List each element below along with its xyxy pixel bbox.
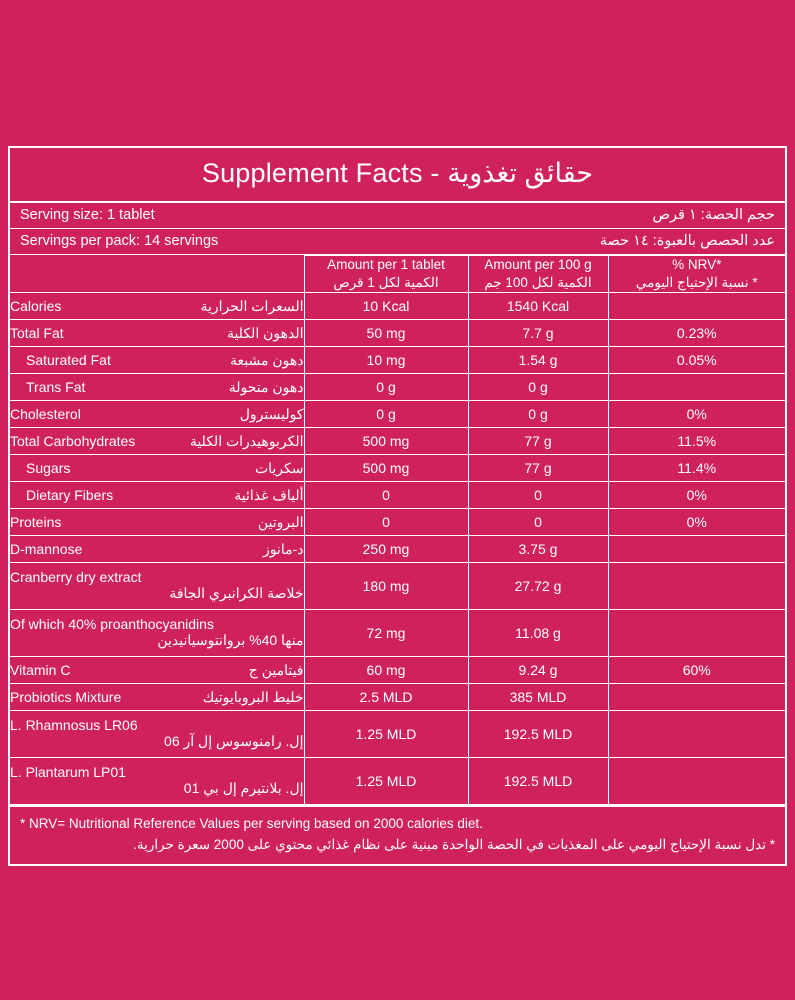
servings-per-pack-row: [10, 229, 785, 255]
amount-per-100g-cell: 1540 Kcal: [468, 293, 608, 320]
table-row: [10, 563, 785, 610]
amount-per-100g-cell: 7.7 g: [468, 320, 608, 347]
amount-per-tablet-cell: 0: [304, 509, 468, 536]
nutrient-name-ar: السعرات الحرارية: [200, 297, 304, 314]
nutrient-name-ar: خليط البروبايوتيك: [202, 688, 304, 705]
nrv-cell: 60%: [608, 657, 785, 684]
serving-size-row: [10, 203, 785, 229]
nrv-cell: [608, 563, 785, 610]
table-header-row: [10, 256, 785, 293]
nutrient-name-cell: [10, 610, 304, 657]
nutrient-name-en: L. Plantarum LP01: [10, 764, 126, 781]
column-header-amount-per-tablet-ar: الكمية لكل 1 قرص: [333, 275, 439, 291]
servings-per-pack-label-ar: عدد الحصص بالعبوة: ١٤ حصة: [599, 233, 775, 249]
nutrient-name-en: Probiotics Mixture: [10, 688, 122, 705]
nutrient-name-cell: [10, 293, 304, 320]
nutrient-name-cell: [10, 684, 304, 711]
nutrient-name-ar: فيتامين ج: [248, 661, 304, 678]
amount-per-tablet-cell: 0: [304, 482, 468, 509]
amount-per-100g-cell: 192.5 MLD: [468, 711, 608, 758]
amount-per-100g-cell: 27.72 g: [468, 563, 608, 610]
table-row: [10, 482, 785, 509]
table-row: [10, 610, 785, 657]
nutrient-name-cell: [10, 758, 304, 805]
amount-per-tablet-cell: 10 Kcal: [304, 293, 468, 320]
serving-size-label-ar: حجم الحصة: ١ قرص: [652, 207, 775, 223]
nutrient-name-ar: كوليسترول: [239, 405, 304, 422]
nrv-cell: [608, 293, 785, 320]
table-row: [10, 428, 785, 455]
nutrient-name-cell: [10, 428, 304, 455]
table-row: [10, 455, 785, 482]
nutrient-name-ar: سكريات: [254, 459, 304, 476]
nutrient-name-en: D-mannose: [10, 540, 83, 557]
table-body: [10, 293, 785, 805]
nrv-cell: [608, 536, 785, 563]
nrv-cell: 0.23%: [608, 320, 785, 347]
nutrient-name-cell: [10, 563, 304, 610]
nutrient-name-en: Cranberry dry extract: [10, 569, 142, 586]
amount-per-tablet-cell: 180 mg: [304, 563, 468, 610]
nutrient-name-ar: دهون مشبعة: [230, 351, 304, 368]
amount-per-tablet-cell: 2.5 MLD: [304, 684, 468, 711]
amount-per-100g-cell: 11.08 g: [468, 610, 608, 657]
nutrient-name-en: Sugars: [26, 459, 71, 476]
page-title: Supplement Facts - حقائق تغذوية: [201, 158, 594, 188]
amount-per-100g-cell: 77 g: [468, 428, 608, 455]
table-row: [10, 509, 785, 536]
table-row: [10, 684, 785, 711]
nutrient-name-ar: إل. بلانتيرم إل بي 01: [183, 780, 304, 797]
nutrient-name-cell: [10, 711, 304, 758]
table-row: [10, 536, 785, 563]
column-header-amount-per-100g-ar: الكمية لكل 100 جم: [484, 275, 592, 291]
nrv-cell: 11.4%: [608, 455, 785, 482]
nutrient-name-ar: الكربوهيدرات الكلية: [189, 432, 304, 449]
nutrient-name-ar: دهون متحولة: [228, 378, 304, 395]
nutrient-name-en: Total Carbohydrates: [10, 432, 136, 449]
nutrient-name-ar: الدهون الكلية: [226, 324, 304, 341]
table-row: [10, 293, 785, 320]
amount-per-tablet-cell: 500 mg: [304, 455, 468, 482]
nrv-cell: 0%: [608, 509, 785, 536]
nrv-cell: [608, 610, 785, 657]
amount-per-100g-cell: 0: [468, 482, 608, 509]
nrv-cell: 11.5%: [608, 428, 785, 455]
table-row: [10, 657, 785, 684]
amount-per-100g-cell: 0: [468, 509, 608, 536]
nrv-cell: [608, 711, 785, 758]
nutrient-name-en: Saturated Fat: [26, 351, 111, 368]
nrv-cell: [608, 758, 785, 805]
amount-per-tablet-cell: 72 mg: [304, 610, 468, 657]
amount-per-tablet-cell: 0 g: [304, 401, 468, 428]
nutrient-name-en: L. Rhamnosus LR06: [10, 717, 138, 734]
amount-per-100g-cell: 0 g: [468, 401, 608, 428]
supplement-facts-panel: [8, 146, 787, 866]
amount-per-100g-cell: 192.5 MLD: [468, 758, 608, 805]
nutrient-name-cell: [10, 509, 304, 536]
amount-per-tablet-cell: 250 mg: [304, 536, 468, 563]
nutrient-name-cell: [10, 455, 304, 482]
amount-per-100g-cell: 3.75 g: [468, 536, 608, 563]
nrv-cell: 0%: [608, 482, 785, 509]
nutrient-name-en: Proteins: [10, 513, 62, 530]
table-row: [10, 374, 785, 401]
footnote-ar: * تدل نسبة الإحتياج اليومي على المغذيات في الحصة الواحدة مبنية على نظام غذائي محتوي على 2000 سعرة حرارية.: [133, 836, 775, 852]
nutrition-table: [10, 255, 785, 805]
column-header-amount-per-100g-en: Amount per 100 g: [484, 257, 592, 272]
column-header-nrv-en: % NRV*: [672, 257, 722, 272]
footnote-en: * NRV= Nutritional Reference Values per serving based on 2000 calories diet.: [20, 816, 483, 832]
nrv-cell: [608, 684, 785, 711]
nutrient-name-cell: [10, 657, 304, 684]
amount-per-100g-cell: 385 MLD: [468, 684, 608, 711]
nutrient-name-ar: البروتين: [257, 513, 304, 530]
amount-per-100g-cell: 0 g: [468, 374, 608, 401]
nutrient-name-en: Vitamin C: [10, 661, 71, 678]
amount-per-tablet-cell: 500 mg: [304, 428, 468, 455]
nutrient-name-en: Cholesterol: [10, 405, 81, 422]
amount-per-tablet-cell: 0 g: [304, 374, 468, 401]
nutrient-name-en: Calories: [10, 297, 62, 314]
serving-size-label-en: Serving size: 1 tablet: [20, 207, 155, 223]
nrv-cell: 0.05%: [608, 347, 785, 374]
amount-per-tablet-cell: 1.25 MLD: [304, 758, 468, 805]
nutrient-name-cell: [10, 320, 304, 347]
column-header-nrv: [608, 256, 785, 293]
table-row: [10, 347, 785, 374]
column-header-amount-per-tablet: [304, 256, 468, 293]
nutrient-name-cell: [10, 536, 304, 563]
column-header-amount-per-100g: [468, 256, 608, 293]
servings-per-pack-label-en: Servings per pack: 14 servings: [20, 233, 219, 249]
nrv-cell: [608, 374, 785, 401]
panel-title-row: [10, 148, 785, 203]
nutrient-name-ar: إل. رامنوسوس إل آر 06: [164, 733, 304, 750]
column-header-amount-per-tablet-en: Amount per 1 tablet: [327, 257, 445, 272]
amount-per-tablet-cell: 1.25 MLD: [304, 711, 468, 758]
nutrient-name-cell: [10, 374, 304, 401]
column-header-nutrient: [10, 256, 304, 293]
nutrient-name-cell: [10, 347, 304, 374]
nutrient-name-en: Of which 40% proanthocyanidins: [10, 616, 214, 633]
amount-per-tablet-cell: 10 mg: [304, 347, 468, 374]
column-header-nrv-ar: * نسبة الإحتياج اليومي: [635, 275, 758, 291]
nutrient-name-ar: د-مانوز: [262, 540, 304, 557]
nutrient-name-cell: [10, 401, 304, 428]
nrv-cell: 0%: [608, 401, 785, 428]
amount-per-tablet-cell: 60 mg: [304, 657, 468, 684]
table-row: [10, 320, 785, 347]
table-row: [10, 711, 785, 758]
nutrient-name-en: Total Fat: [10, 324, 64, 341]
amount-per-100g-cell: 77 g: [468, 455, 608, 482]
amount-per-100g-cell: 9.24 g: [468, 657, 608, 684]
footnote: [10, 805, 785, 864]
nutrient-name-cell: [10, 482, 304, 509]
amount-per-tablet-cell: 50 mg: [304, 320, 468, 347]
table-row: [10, 401, 785, 428]
nutrient-name-en: Dietary Fibers: [26, 486, 114, 503]
nutrient-name-ar: ألياف غذائية: [234, 486, 304, 503]
nutrient-name-en: Trans Fat: [26, 378, 86, 395]
table-row: [10, 758, 785, 805]
nutrient-name-ar: خلاصة الكرانبري الجافة: [169, 585, 304, 602]
amount-per-100g-cell: 1.54 g: [468, 347, 608, 374]
nutrient-name-ar: منها 40% بروانتوسيانيدين: [157, 632, 304, 649]
